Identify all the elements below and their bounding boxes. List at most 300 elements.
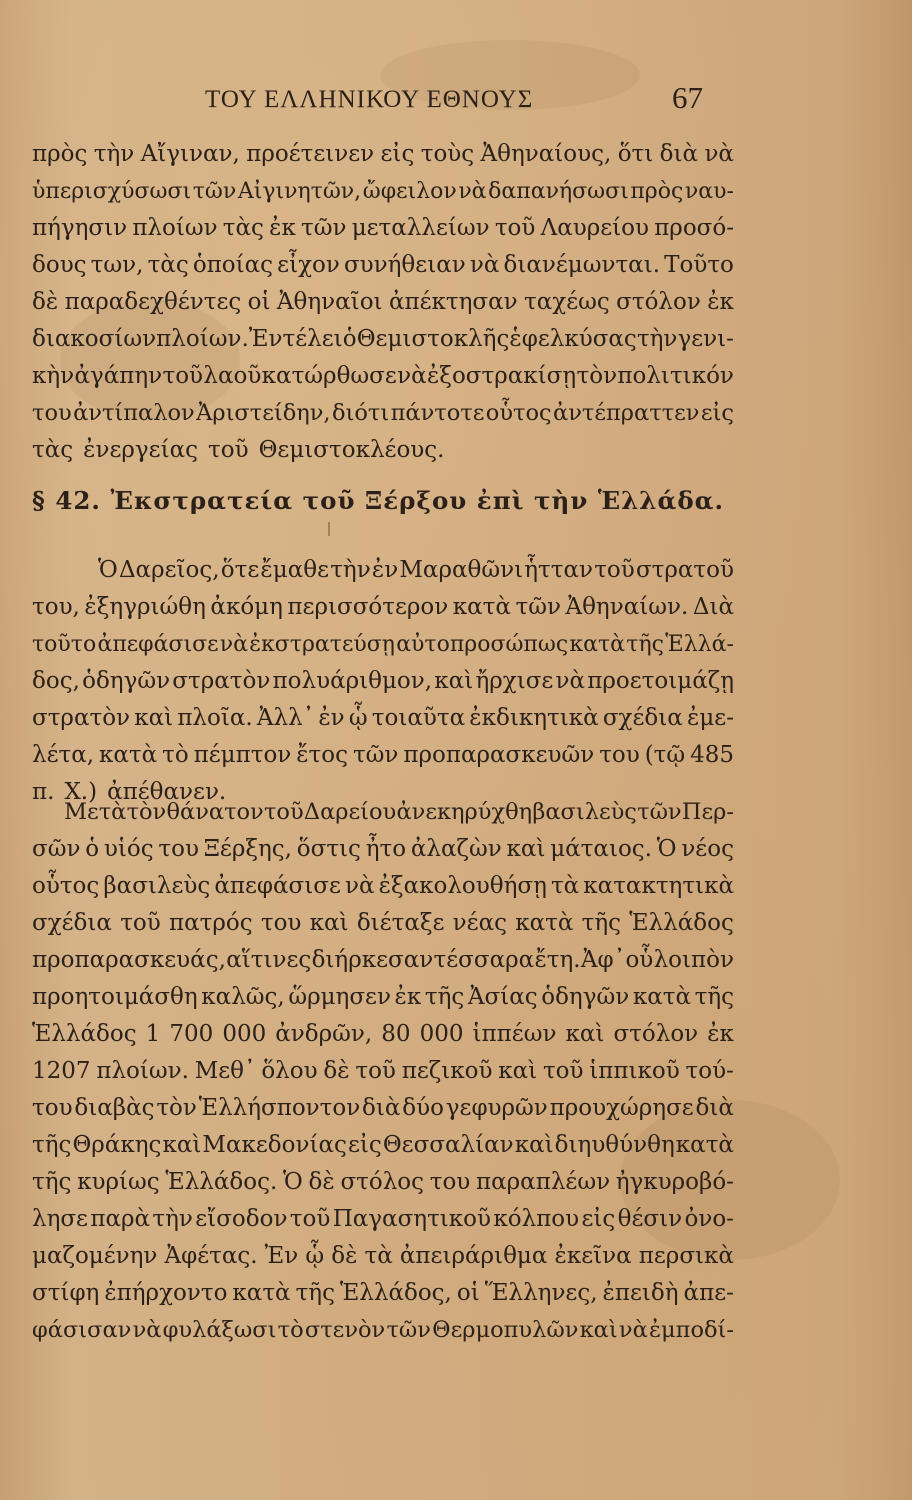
word: τὸν: [576, 363, 618, 389]
word: τὰ: [550, 873, 580, 899]
word: Ξέρξης,: [203, 836, 292, 862]
word: τὸν: [156, 1095, 197, 1121]
word: διήρκεσαν: [311, 947, 434, 973]
word: θάνατον: [166, 799, 264, 825]
word: πλοίων.: [96, 1058, 189, 1084]
word: Μεθ᾽: [194, 1058, 256, 1084]
word: ἔτη.: [534, 947, 581, 973]
word: του: [32, 400, 72, 426]
word: Δαρείου: [303, 799, 397, 825]
word: πλοίων: [132, 215, 218, 241]
word: Ἑλλάδος,: [339, 1280, 452, 1306]
word: ὁδηγῶν: [541, 984, 630, 1010]
word: Ἀφέτας.: [164, 1243, 258, 1269]
word: ἀπεφάσισε: [97, 632, 219, 657]
word: Μαραθῶνι: [399, 557, 524, 583]
word: ἔτος: [296, 742, 349, 768]
word: εἰς: [700, 400, 734, 426]
word: Αἰγινητῶν,: [237, 179, 362, 204]
word: πλοίων.: [156, 326, 249, 352]
word: ἐν: [371, 557, 399, 583]
word: κατὰ: [232, 1280, 291, 1306]
text-line: [32, 700, 734, 737]
word: ἐμε-: [686, 705, 734, 731]
word: τοῦ: [289, 1206, 331, 1232]
section-heading: § 42. Ἐκστρατεία τοῦ Ξέρξου ἐπὶ τὴν Ἑλλάδα.: [32, 486, 725, 515]
word: διηυθύνθη: [554, 1132, 675, 1158]
word: ὅλου: [261, 1058, 318, 1084]
word: του: [158, 836, 199, 862]
word: Ἀθηναίων.: [565, 594, 689, 620]
text-line: [32, 868, 734, 905]
word: ὅτε: [220, 557, 260, 583]
word: δαπανήσωσι: [488, 179, 629, 204]
word: των,: [90, 252, 144, 278]
word: δύο: [402, 1095, 444, 1121]
word: διαβὰς: [74, 1095, 155, 1121]
word: σχέδια: [602, 705, 683, 731]
word: παραδεχθέντες: [64, 289, 242, 315]
word: ἐκ: [269, 215, 296, 241]
word: βασιλεὺς: [103, 873, 211, 899]
word: δὲ: [308, 1169, 335, 1195]
word: Ἀλλ᾽: [256, 705, 315, 731]
text-line: [32, 589, 734, 626]
word: Ἀριστείδην,: [196, 400, 331, 426]
word: τοῦ: [542, 1058, 584, 1084]
word: προυχώρησε: [549, 1095, 694, 1121]
word: προητοιμάσθη: [32, 984, 198, 1010]
word: διακοσίων: [32, 326, 157, 352]
word: Ἑλλάδος: [32, 1021, 137, 1047]
word: ἀπεφάσισε: [214, 873, 341, 899]
word: θέσιν: [617, 1206, 683, 1232]
word: τοῦ: [208, 437, 249, 463]
word: σῶν: [32, 836, 81, 862]
paragraph-3: [32, 794, 734, 1349]
word: ὀνο-: [684, 1206, 734, 1232]
word: προέτεινεν: [246, 141, 375, 167]
word: ναυ-: [684, 179, 734, 204]
text-line: [32, 1016, 734, 1053]
word: ἠγκυροβό-: [615, 1169, 734, 1195]
word: εἴσοδον: [195, 1206, 288, 1232]
running-title: ΤΟΥ ΕΛΛΗΝΙΚΟΥ ΕΘΝΟΥΣ: [205, 86, 534, 113]
word: ἀντέπραττεν: [553, 400, 700, 426]
word: τὰ: [364, 1243, 393, 1269]
word: κατὰ: [632, 984, 691, 1010]
word: καὶ: [134, 705, 174, 731]
word: οὗτος: [485, 400, 552, 426]
word: του: [260, 910, 302, 936]
word: προπαρασκευάς,: [32, 947, 226, 973]
word: φάσισαν: [32, 1317, 132, 1343]
word: ἀνδρῶν,: [275, 1021, 373, 1047]
word: ἤρχισε: [475, 668, 554, 694]
word: νὰ: [219, 632, 248, 657]
word: τὸ: [162, 742, 189, 768]
word: Ἀθηναίους,: [480, 141, 612, 167]
word: του: [429, 1169, 471, 1195]
word: διὰ: [659, 141, 699, 167]
text-line: [32, 979, 734, 1016]
word: διὰ: [362, 1095, 401, 1121]
word: νὰ: [344, 873, 375, 899]
text-line: [32, 1053, 734, 1090]
word: τού-: [685, 1058, 734, 1084]
word: καὶ: [434, 668, 474, 694]
word: ὅστις: [296, 836, 361, 862]
word: νὰ: [458, 179, 487, 204]
word: ἔμαθε: [260, 557, 330, 583]
word: Θερμοπυλῶν: [432, 1317, 579, 1343]
word: ἀλαζὼν: [410, 836, 502, 862]
word: κατὰ: [452, 594, 511, 620]
word: βασιλεὺς: [532, 799, 637, 825]
word: μεταλλείων: [351, 215, 490, 241]
text-line: [32, 1090, 734, 1127]
word: δος,: [32, 668, 80, 694]
word: καὶ: [565, 1021, 605, 1047]
word: νὰ: [704, 141, 734, 167]
word: ἐν: [318, 705, 345, 731]
word: τοῦ: [355, 1058, 396, 1084]
word: κατὰ: [99, 742, 158, 768]
word: πολυάριθμον,: [272, 668, 433, 694]
word: ἀπε-: [683, 1280, 734, 1306]
word: 80: [381, 1021, 411, 1047]
word: προετοιμάζῃ: [587, 668, 734, 694]
text-line: [32, 247, 734, 284]
word: παρὰ: [90, 1206, 151, 1232]
word: 1: [145, 1021, 161, 1047]
word: 485: [690, 742, 734, 768]
word: ὁποίας: [192, 252, 274, 278]
word: νὰ: [469, 252, 500, 278]
word: τῆς: [581, 910, 622, 936]
text-line: [32, 663, 734, 700]
text-line: [32, 1201, 734, 1238]
word: 000: [222, 1021, 267, 1047]
word: τῆς: [295, 1280, 335, 1306]
word: περσικὰ: [638, 1243, 734, 1269]
word: ἐκ: [707, 289, 734, 315]
word: λέτα,: [32, 742, 95, 768]
word: τῶν: [386, 1317, 431, 1343]
word: κυρίως: [77, 1169, 160, 1195]
text-line: [32, 905, 734, 942]
word: ἀπειράριθμα: [399, 1243, 548, 1269]
text-line: [32, 210, 734, 247]
word: ἧτταν: [524, 557, 594, 583]
word: τὸν: [126, 799, 167, 825]
word: δὲ: [32, 289, 59, 315]
word: εἰς: [380, 141, 415, 167]
word: πάντοτε: [390, 400, 485, 426]
text-line: [32, 321, 734, 358]
word: οὗτος: [32, 873, 100, 899]
word: τῆς: [32, 1132, 72, 1158]
word: νέος: [681, 836, 734, 862]
word: Ἐν: [248, 326, 283, 352]
word: ἐξακολουθήσῃ: [378, 873, 547, 899]
text-line: [32, 1164, 734, 1201]
word: τῶν: [301, 215, 347, 241]
word: Μετὰ: [64, 799, 127, 825]
word: γεφυρῶν: [445, 1095, 548, 1121]
word: νέας: [452, 910, 507, 936]
text-line: [32, 358, 734, 395]
word: τὴν: [152, 1206, 193, 1232]
page-number: 67: [672, 80, 703, 115]
word: κόλπου: [493, 1206, 580, 1232]
word: τὴν: [93, 141, 135, 167]
word: ἀκόμη: [210, 594, 283, 620]
word: ἱππικοῦ: [589, 1058, 680, 1084]
word: Θράκης: [72, 1132, 162, 1158]
word: στίφη: [32, 1280, 100, 1306]
word: στρατὸν: [172, 668, 271, 694]
word: Παγασητικοῦ: [332, 1206, 492, 1232]
word: ἀνεκηρύχθη: [396, 799, 533, 825]
word: πέμπτον: [193, 742, 292, 768]
word: φυλάξωσι: [162, 1317, 277, 1343]
word: νὰ: [618, 1317, 648, 1343]
word: προσό-: [654, 215, 734, 241]
text-line: [32, 794, 734, 831]
text-line: [32, 284, 734, 321]
word: ὁ: [342, 326, 357, 352]
word: κατὰ: [675, 1132, 734, 1158]
word: στόλον: [616, 289, 701, 315]
word: τοῦ: [162, 363, 204, 389]
word: οἱ: [456, 1280, 480, 1306]
paragraph-1: [32, 136, 734, 469]
word: κατώρθωσε: [261, 363, 397, 389]
word: ὥρμησεν: [288, 984, 391, 1010]
word: νὰ: [397, 363, 427, 389]
word: τῶν: [637, 799, 682, 825]
word: ἑφελκύσας: [509, 326, 637, 352]
word: σχέδια: [32, 910, 112, 936]
word: Δαρεῖος,: [118, 557, 220, 583]
word: Ἑλλήσποντον: [198, 1095, 361, 1121]
word: αἵτινες: [226, 947, 312, 973]
word: πεζικοῦ: [401, 1058, 493, 1084]
word: ταχέως: [524, 289, 610, 315]
word: Χ.): [64, 779, 98, 805]
word: παραπλέων: [476, 1169, 611, 1195]
word: καὶ: [514, 1132, 554, 1158]
word: Θεμιστοκλέους.: [258, 437, 445, 463]
word: περισσότερον: [287, 594, 449, 620]
word: μάταιος.: [550, 836, 652, 862]
word: πολιτικόν: [617, 363, 734, 389]
word: οἱ: [247, 289, 271, 315]
word: ᾧ: [305, 1243, 325, 1269]
paragraph-2: [32, 552, 734, 811]
word: Ἑλλάδος.: [165, 1169, 278, 1195]
word: ὑπερισχύσωσι: [32, 179, 192, 204]
word: Θεμιστοκλῆς: [356, 326, 510, 352]
word: τῶν: [352, 742, 399, 768]
word: προπαρασκευῶν: [403, 742, 595, 768]
word: ἐπειδὴ: [602, 1280, 679, 1306]
word: εἰς: [347, 1132, 382, 1158]
word: ἀντίπαλον: [73, 400, 195, 426]
text-line: [32, 942, 734, 979]
word: ἀπέκτησαν: [388, 289, 518, 315]
word: γενι-: [677, 326, 734, 352]
word: τοῦ: [120, 910, 161, 936]
word: του: [599, 742, 640, 768]
word: ἀπέθανεν.: [107, 779, 227, 805]
word: Ἀθηναῖοι: [276, 289, 383, 315]
text-line: [32, 395, 734, 432]
word: δὲ: [331, 1243, 358, 1269]
word: ὁ: [85, 836, 100, 862]
word: (τῷ: [644, 742, 686, 768]
word: τοῦ: [263, 799, 304, 825]
word: Ἑλλά-: [665, 632, 734, 657]
word: πρὸς: [630, 179, 684, 204]
text-line: [32, 831, 734, 868]
word: κὴν: [32, 363, 75, 389]
word: μαζομένην: [32, 1243, 158, 1269]
word: 700: [169, 1021, 214, 1047]
word: ἐκδικητικὰ: [469, 705, 599, 731]
word: τοῦ: [494, 215, 536, 241]
text-line: [32, 1127, 734, 1164]
word: εἰς: [581, 1206, 616, 1232]
ink-mark: [328, 522, 330, 536]
word: τέλει: [282, 326, 343, 352]
word: ὅτι: [617, 141, 654, 167]
word: νὰ: [555, 668, 586, 694]
word: ἐκ: [394, 984, 422, 1010]
word: κατακτητικὰ: [583, 873, 734, 899]
word: κατὰ: [569, 632, 626, 657]
word: καὶ: [162, 1132, 202, 1158]
word: καὶ: [498, 1058, 538, 1084]
word: Περ-: [681, 799, 734, 825]
word: ἐκεῖνα: [554, 1243, 632, 1269]
word: τοὺς: [420, 141, 475, 167]
word: τέσσαρα: [433, 947, 535, 973]
word: ᾧ: [348, 705, 368, 731]
word: συνήθειαν: [343, 252, 466, 278]
word: πατρός: [168, 910, 253, 936]
word: ἐκ: [707, 1021, 734, 1047]
word: τῆς: [694, 984, 734, 1010]
word: πήγησιν: [32, 215, 128, 241]
word: λησε: [32, 1206, 88, 1232]
word: δὲ: [323, 1058, 350, 1084]
word: τῶν: [515, 594, 561, 620]
word: διέταξε: [356, 910, 445, 936]
word: Ὁ: [98, 557, 118, 583]
word: Μακεδονίας: [202, 1132, 347, 1158]
word: τοιαῦτα: [371, 705, 466, 731]
word: στόλον: [613, 1021, 699, 1047]
word: ἐνεργείας: [83, 437, 198, 463]
text-line: [32, 1238, 734, 1275]
word: τῆς: [32, 1169, 72, 1195]
word: τοῦ: [594, 557, 635, 583]
word: εἶχον: [277, 252, 340, 278]
word: Αἴγιναν,: [140, 141, 240, 167]
text-line: [32, 626, 734, 663]
text-line: [32, 1275, 734, 1312]
word: ὁδηγῶν: [82, 668, 171, 694]
word: Ἀσίας: [467, 984, 538, 1010]
word: υἱός: [103, 836, 154, 862]
word: του: [32, 1095, 73, 1121]
word: π.: [32, 779, 55, 805]
word: ἀγάπην: [74, 363, 163, 389]
word: τὸ: [277, 1317, 304, 1343]
word: τῆς: [626, 632, 664, 657]
word: Διὰ: [692, 594, 734, 620]
word: δους: [32, 252, 87, 278]
word: τὴν: [636, 326, 678, 352]
word: διανέμωνται.: [503, 252, 661, 278]
word: τὰς: [147, 252, 189, 278]
word: ἐκστρατεύσῃ: [249, 632, 395, 657]
word: κατὰ: [515, 910, 574, 936]
word: καὶ: [309, 910, 349, 936]
word: ἐμποδί-: [648, 1317, 734, 1343]
text-line: [32, 552, 734, 589]
word: αὐτοπροσώπως: [396, 632, 569, 657]
word: 1207: [32, 1058, 91, 1084]
word: Θεσσαλίαν: [382, 1132, 514, 1158]
word: πλοῖα.: [177, 705, 253, 731]
word: οὗ: [625, 947, 654, 973]
word: καὶ: [506, 836, 546, 862]
word: λοιπὸν: [653, 947, 734, 973]
word: καλῶς,: [201, 984, 285, 1010]
word: Ὁ: [283, 1169, 303, 1195]
word: νὰ: [132, 1317, 162, 1343]
text-line: [32, 173, 734, 210]
word: ὤφειλον: [362, 179, 457, 204]
word: του,: [32, 594, 80, 620]
text-line: [32, 432, 734, 469]
word: στρατοῦ: [635, 557, 734, 583]
text-line: [32, 737, 734, 774]
word: τῶν: [192, 179, 237, 204]
word: Λαυρείου: [540, 215, 649, 241]
word: Τοῦτο: [664, 252, 734, 278]
word: τῆς: [424, 984, 465, 1010]
text-line: [32, 136, 734, 173]
word: Ἀφ᾽: [580, 947, 626, 973]
word: στόλος: [340, 1169, 425, 1195]
word: Ὁ: [656, 836, 677, 862]
word: ἐπήρχοντο: [104, 1280, 228, 1306]
word: ἦτο: [365, 836, 407, 862]
word: πρὸς: [32, 141, 88, 167]
word: τὰς: [32, 437, 74, 463]
word: Ἑλλάδος: [629, 910, 734, 936]
word: διὰ: [695, 1095, 734, 1121]
word: 000: [419, 1021, 464, 1047]
page-header: [0, 78, 912, 122]
word: λαοῦ: [203, 363, 262, 389]
word: Ἕλληνες,: [484, 1280, 598, 1306]
word: τὰς: [222, 215, 264, 241]
